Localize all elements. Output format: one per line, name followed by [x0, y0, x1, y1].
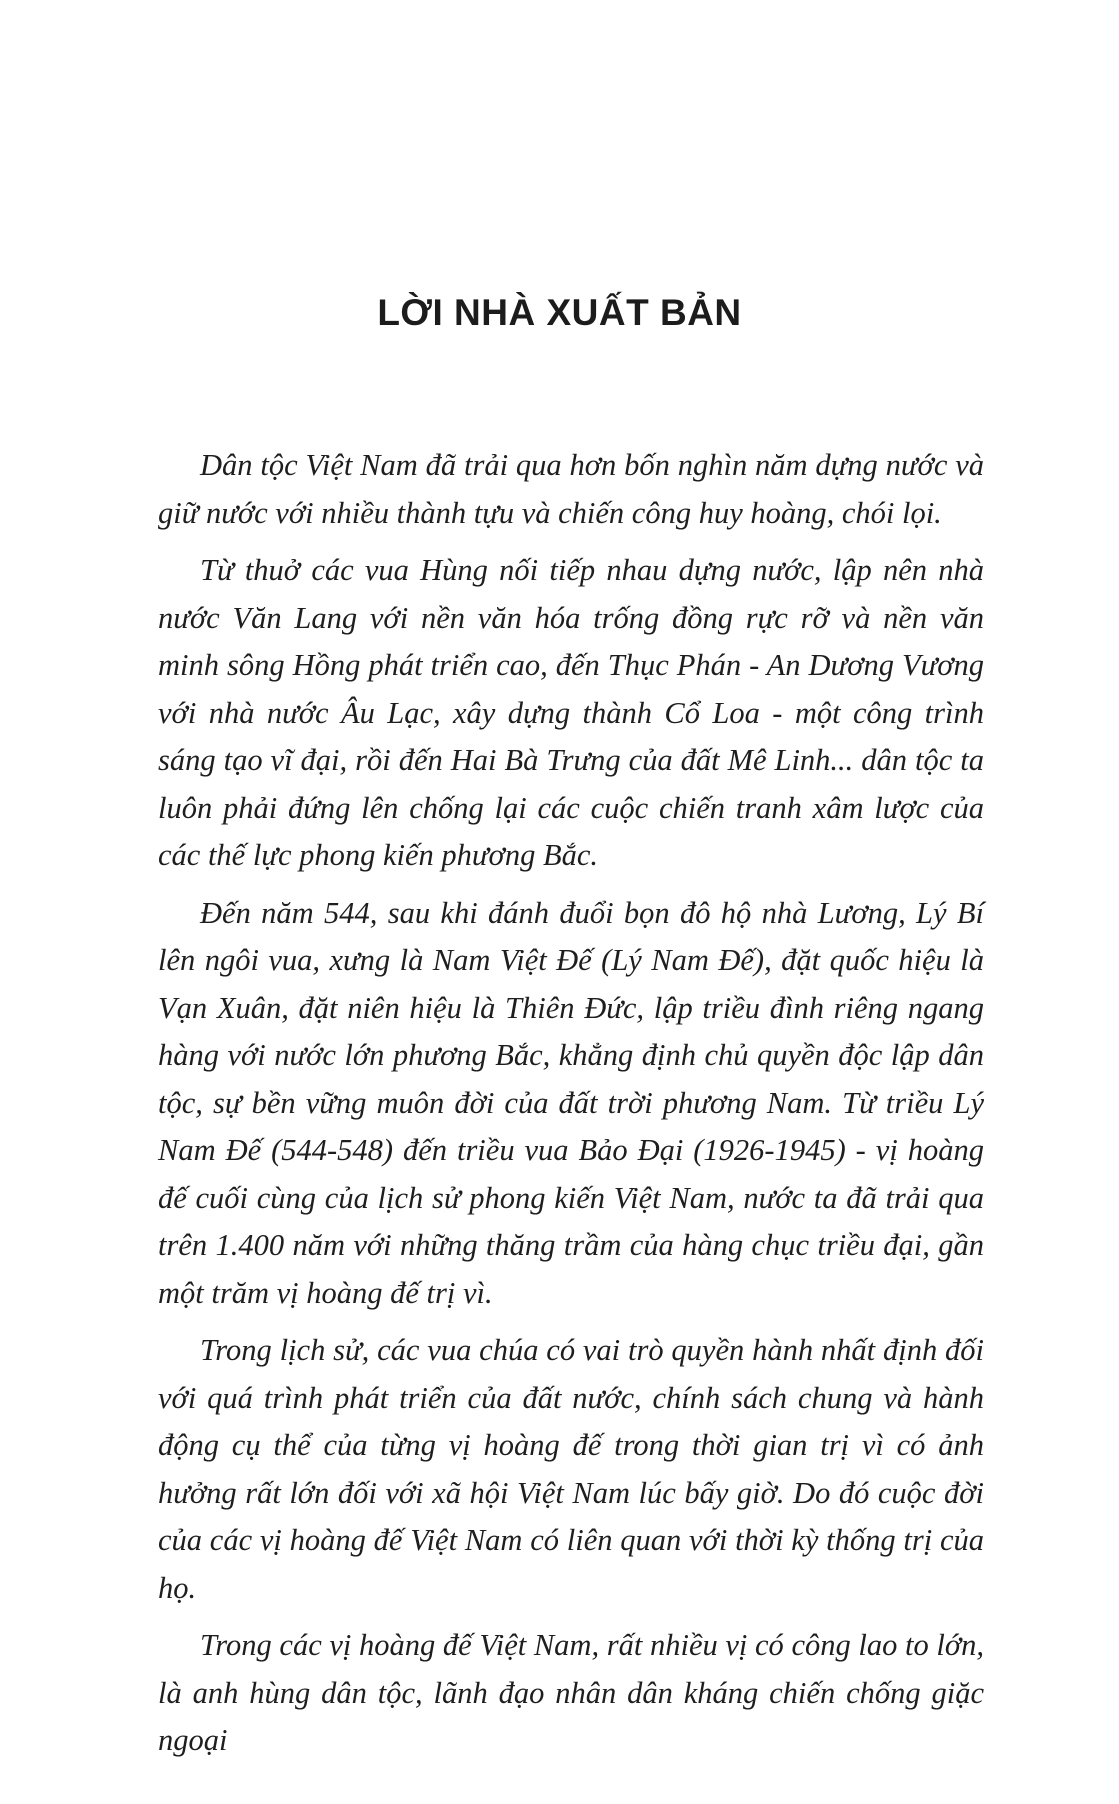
paragraph: Trong các vị hoàng đế Việt Nam, rất nhiều vị có công lao to lớn, là anh hùng dân tộc, lãnh đạo nhân dân kháng chiến chống giặc ngoại — [158, 1628, 984, 1757]
paragraph: Từ thuở các vua Hùng nối tiếp nhau dựng nước, lập nên nhà nước Văn Lang với nền văn hóa trống đồng rực rỡ và nền văn minh sông Hồng phát triển cao, đến Thục Phán - An Dương Vương với nhà nước Âu Lạc, xây dựng thành Cổ Loa - một công trình sáng tạo vĩ đại, rồi đến Hai Bà Trưng của đất Mê Linh... dân tộc ta luôn phải đứng lên chống lại các cuộc chiến tranh xâm lược của các thế lực phong kiến phương Bắc. — [158, 553, 984, 872]
paragraph: Dân tộc Việt Nam đã trải qua hơn bốn nghìn năm dựng nước và giữ nước với nhiều thành tựu và chiến công huy hoàng, chói lọi. — [158, 448, 984, 530]
paragraph: Đến năm 544, sau khi đánh đuổi bọn đô hộ nhà Lương, Lý Bí lên ngôi vua, xưng là Nam Việt Đế (Lý Nam Đế), đặt quốc hiệu là Vạn Xuân, đặt niên hiệu là Thiên Đức, lập triều đình riêng ngang hàng với nước lớn phương Bắc, khẳng định chủ quyền độc lập dân tộc, sự bền vững muôn đời của đất trời phương Nam. Từ triều Lý Nam Đế (544-548) đến triều vua Bảo Đại (1926-1945) - vị hoàng đế cuối cùng của lịch sử phong kiến Việt Nam, nước ta đã trải qua trên 1.400 năm với những thăng trầm của hàng chục triều đại, gần một trăm vị hoàng đế trị vì. — [158, 895, 984, 1310]
paragraph: Trong lịch sử, các vua chúa có vai trò quyền hành nhất định đối với quá trình phát triển của đất nước, chính sách chung và hành động cụ thể của từng vị hoàng đế trong thời gian trị vì có ảnh hưởng rất lớn đối với xã hội Việt Nam lúc bấy giờ. Do đó cuộc đời của các vị hoàng đế Việt Nam có liên quan với thời kỳ thống trị của họ. — [158, 1333, 984, 1605]
page-title: LỜI NHÀ XUẤT BẢN — [377, 292, 742, 333]
body-text — [158, 442, 984, 1775]
